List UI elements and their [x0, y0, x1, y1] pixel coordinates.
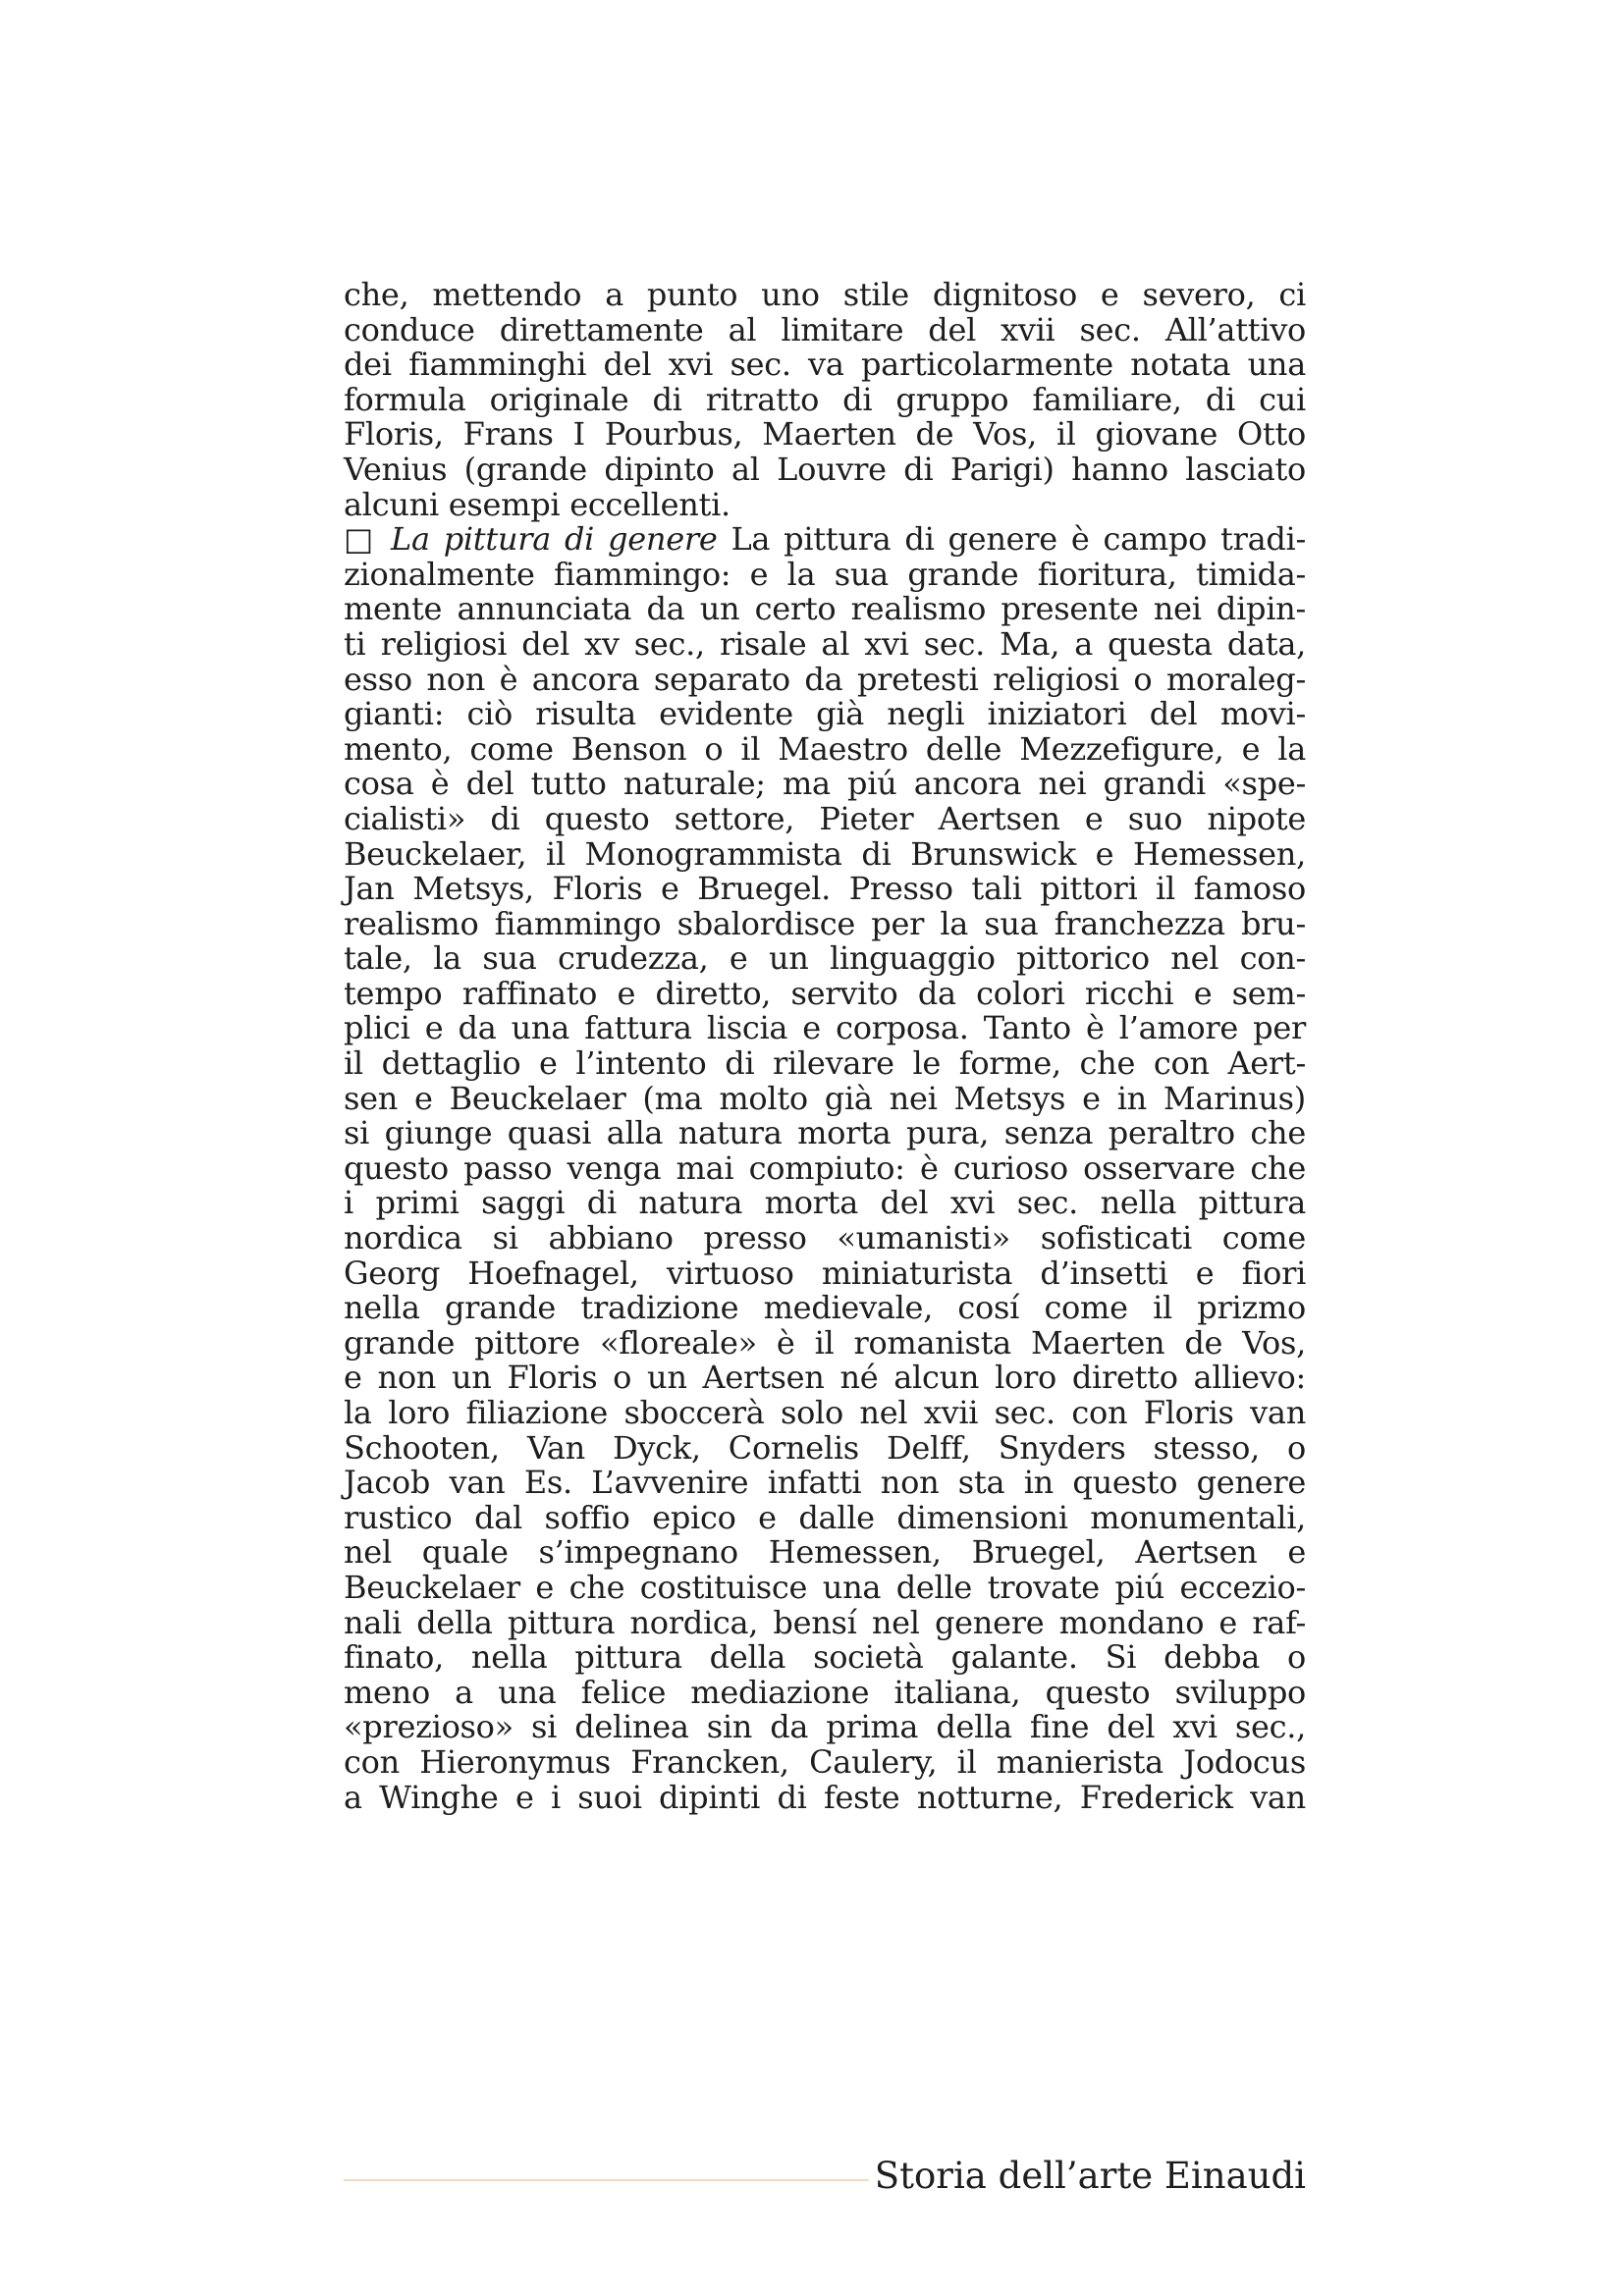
- text-line: mento, come Benson o il Maestro delle Mezzefigure, e la: [344, 729, 1306, 768]
- text-line: Beuckelaer, il Monogrammista di Brunswick e Hemessen,: [344, 834, 1306, 873]
- section-title: La pittura di genere: [391, 520, 718, 559]
- text-line: la loro filiazione sboccerà solo nel xvii sec. con Floris van: [344, 1394, 1306, 1431]
- text-line: con Hieronymus Francken, Caulery, il manierista Jodocus: [344, 1742, 1306, 1781]
- text-line: plici e da una fattura liscia e corposa. Tanto è l’amore per: [344, 1009, 1306, 1047]
- page-footer: [344, 2152, 1306, 2201]
- text-line: Beuckelaer e che costituisce una delle trovate piú eccezio-: [344, 1568, 1306, 1606]
- text-line: tale, la sua crudezza, e un linguaggio pittorico nel con-: [344, 939, 1306, 978]
- section-marker: □: [344, 520, 378, 559]
- text-line: Schooten, Van Dyck, Cornelis Delff, Snyders stesso, o: [344, 1428, 1306, 1467]
- text-line: Venius (grande dipinto al Louvre di Parigi) hanno lasciato: [344, 450, 1306, 488]
- text-line: cosa è del tutto naturale; ma piú ancora nei grandi «spe-: [344, 765, 1306, 803]
- body-text: [344, 278, 1306, 1815]
- text-line: sen e Beuckelaer (ma molto già nei Metsys e in Marinus): [344, 1079, 1306, 1117]
- text-line: esso non è ancora separato da pretesti religiosi o moraleg-: [344, 660, 1306, 698]
- text-line: meno a una felice mediazione italiana, questo sviluppo: [344, 1673, 1306, 1711]
- text-line: ti religiosi del xv sec., risale al xvi sec. Ma, a questa data,: [344, 624, 1306, 663]
- text-line: dei fiamminghi del xvi sec. va particolarmente notata una: [344, 346, 1306, 384]
- text-line: Floris, Frans I Pourbus, Maerten de Vos, il giovane Otto: [344, 415, 1306, 454]
- text-line: nella grande tradizione medievale, cosí come il prizmo: [344, 1289, 1306, 1327]
- footer-publisher: Storia dell’arte Einaudi: [874, 2155, 1306, 2197]
- text-line: conduce direttamente al limitare del xvii sec. All’attivo: [344, 310, 1306, 348]
- text-line: che, mettendo a punto uno stile dignitoso e severo, ci: [344, 276, 1306, 313]
- text-line: nel quale s’impegnano Hemessen, Bruegel, Aertsen e: [344, 1533, 1306, 1572]
- text-line: alcuni esempi eccellenti.: [344, 485, 730, 523]
- text-line: si giunge quasi alla natura morta pura, senza peraltro che: [344, 1114, 1306, 1152]
- section-heading-line: [344, 522, 1306, 558]
- footer-divider: [344, 2179, 869, 2181]
- text-line: «prezioso» si delinea sin da prima della fine del xvi sec.,: [344, 1708, 1306, 1746]
- text-line: gianti: ciò risulta evidente già negli iniziatori del movi-: [344, 695, 1306, 733]
- text-line: questo passo venga mai compiuto: è curioso osservare che: [344, 1148, 1306, 1187]
- text-line: Jacob van Es. L’avvenire infatti non sta in questo genere: [344, 1464, 1306, 1502]
- text-line: nordica si abbiano presso «umanisti» sofisticati come: [344, 1219, 1306, 1257]
- text-line: zionalmente fiammingo: e la sua grande fioritura, timida-: [344, 555, 1306, 593]
- text-line: cialisti» di questo settore, Pieter Aertsen e suo nipote: [344, 799, 1306, 837]
- text-line: mente annunciata da un certo realismo presente nei dipin-: [344, 590, 1306, 628]
- text-line: a Winghe e i suoi dipinti di feste notturne, Frederick van: [344, 1778, 1306, 1816]
- text-line: i primi saggi di natura morta del xvi sec. nella pittura: [344, 1184, 1306, 1222]
- text-line: grande pittore «floreale» è il romanista Maerten de Vos,: [344, 1323, 1306, 1362]
- text-line: finato, nella pittura della società galante. Si debba o: [344, 1638, 1306, 1677]
- text-line: il dettaglio e l’intento di rilevare le forme, che con Aert-: [344, 1044, 1306, 1083]
- section-heading-rest: La pittura di genere è campo tradi-: [730, 520, 1306, 559]
- text-line: realismo fiammingo sbalordisce per la sua franchezza bru-: [344, 904, 1306, 942]
- text-line: e non un Floris o un Aertsen né alcun loro diretto allievo:: [344, 1359, 1306, 1397]
- text-line: formula originale di ritratto di gruppo familiare, di cui: [344, 380, 1306, 418]
- text-line: rustico dal soffio epico e dalle dimensioni monumentali,: [344, 1498, 1306, 1536]
- text-line: Jan Metsys, Floris e Bruegel. Presso tali pittori il famoso: [344, 870, 1306, 908]
- text-line: Georg Hoefnagel, virtuoso miniaturista d’insetti e fiori: [344, 1254, 1306, 1292]
- text-line: tempo raffinato e diretto, servito da colori ricchi e sem-: [344, 974, 1306, 1012]
- text-line: nali della pittura nordica, bensí nel genere mondano e raf-: [344, 1603, 1306, 1641]
